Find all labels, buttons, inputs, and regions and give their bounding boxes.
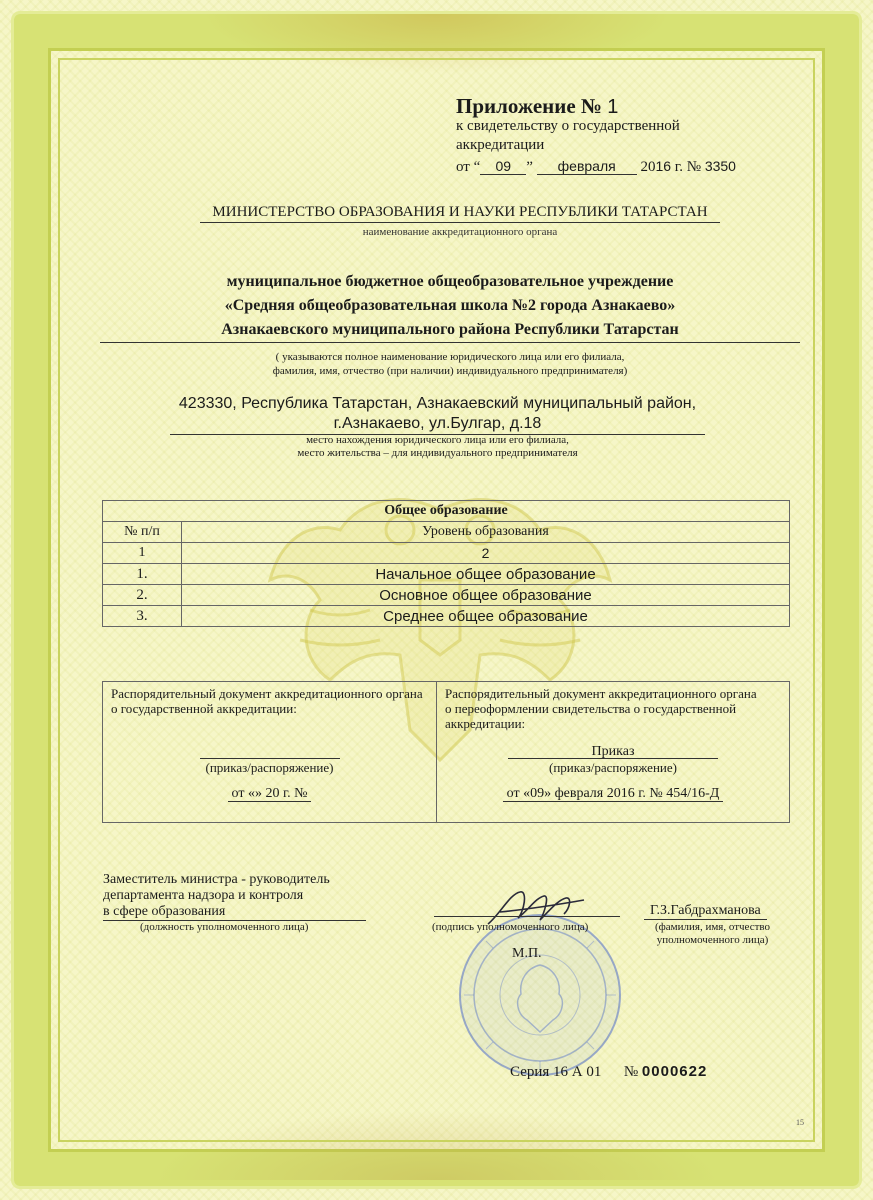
signer-position-line1: Заместитель министра - руководитель xyxy=(103,872,330,887)
appendix-subtitle-line2: аккредитации xyxy=(456,137,545,153)
organization-line1: муниципальное бюджетное общеобразовательное учреждение xyxy=(226,273,674,290)
administrative-documents-box xyxy=(102,681,790,823)
table-index-row xyxy=(103,543,790,564)
address-caption xyxy=(170,434,705,460)
index-col1: 1 xyxy=(103,543,182,564)
accreditation-document-column xyxy=(103,682,437,822)
signer-position xyxy=(103,872,366,921)
accreditation-document-label: Распорядительный документ аккредитационного органа о государственной аккредитации: xyxy=(111,686,423,716)
accreditation-document-date-text: от «» 20 г. № xyxy=(228,786,312,802)
appendix-subtitle-line1: к свидетельству о государственной xyxy=(456,118,680,134)
ministry-block xyxy=(200,204,720,240)
signature-line xyxy=(434,916,620,917)
organization-block xyxy=(100,270,800,343)
official-seal xyxy=(455,910,625,1080)
address-block xyxy=(170,394,705,435)
signer-position-line2: департамента надзора и контроля xyxy=(103,888,304,903)
date-prefix: от xyxy=(456,159,470,175)
seal-place-mark: М.П. xyxy=(512,946,542,961)
organization-line2: «Средняя общеобразовательная школа №2 города Азнакаево» xyxy=(224,297,676,314)
signer-position-line3: в сфере образования xyxy=(103,904,366,921)
series-label: Серия 16 А 01 xyxy=(510,1064,602,1080)
address-line1: 423330, Республика Татарстан, Азнакаевский муниципальный район, xyxy=(178,395,697,412)
appendix-date-line: от “ 09 ” февраля 2016 г. № 3350 xyxy=(456,158,736,175)
table-caption-row xyxy=(103,501,790,522)
reissue-document-date-text: от «09» февраля 2016 г. № 454/16-Д xyxy=(503,786,724,802)
date-day: 09 xyxy=(480,158,526,175)
education-levels-table xyxy=(102,500,790,627)
ministry-name: МИНИСТЕРСТВО ОБРАЗОВАНИЯ И НАУКИ РЕСПУБЛИКИ ТАТАРСТАН xyxy=(200,204,720,223)
reissue-document-label: Распорядительный документ аккредитационного органа о переоформлении свидетельства о государственной аккредитации: xyxy=(445,686,757,731)
header-level: Уровень образования xyxy=(182,522,790,543)
corner-mark: 15 xyxy=(796,1118,804,1127)
organization-line3: Азнакаевского муниципального района Республики Татарстан xyxy=(100,318,800,343)
row-level: Основное общее образование xyxy=(182,585,790,606)
form-series xyxy=(510,1063,707,1081)
reissue-document-kind: Приказ xyxy=(591,744,635,759)
name-caption-line1: (фамилия, имя, отчество xyxy=(655,921,771,933)
appendix-cert-number: 3350 xyxy=(704,158,736,174)
organization-caption xyxy=(100,350,800,378)
appendix-title xyxy=(456,94,618,119)
accreditation-document-kind-caption xyxy=(103,758,436,776)
index-col2: 2 xyxy=(182,543,790,564)
series-number: 0000622 xyxy=(641,1063,708,1080)
date-year-suffix: 16 xyxy=(655,158,672,174)
signature-caption: (подпись уполномоченного лица) xyxy=(432,921,589,933)
signer-name: Г.З.Габдрахманова xyxy=(644,903,767,920)
appendix-title-text: Приложение № xyxy=(456,94,603,118)
header-index: № п/п xyxy=(103,522,182,543)
row-number: 3. xyxy=(103,606,182,627)
table-caption: Общее образование xyxy=(103,501,790,522)
organization-caption-line1: ( указываются полное наименование юридического лица или его филиала, xyxy=(275,351,625,363)
position-caption: (должность уполномоченного лица) xyxy=(140,921,309,933)
appendix-number: 1 xyxy=(607,96,619,118)
row-level: Среднее общее образование xyxy=(182,606,790,627)
reissue-document-kind-caption xyxy=(437,758,789,776)
accreditation-document-date xyxy=(103,786,436,802)
reissue-document-column xyxy=(437,682,789,822)
kind-caption-text: (приказ/распоряжение) xyxy=(508,758,718,776)
date-year-prefix: 20 xyxy=(640,159,656,175)
table-row xyxy=(103,585,790,606)
ministry-caption: наименование аккредитационного органа xyxy=(362,226,558,238)
table-header-row xyxy=(103,522,790,543)
number-prefix: г. № xyxy=(674,159,702,175)
table-row xyxy=(103,564,790,585)
appendix-subtitle xyxy=(456,117,680,155)
name-caption-line2: уполномоченного лица) xyxy=(656,934,769,946)
address-line2: г.Азнакаево, ул.Булгар, д.18 xyxy=(170,414,705,435)
table-row xyxy=(103,606,790,627)
kind-caption-text: (приказ/распоряжение) xyxy=(200,758,340,776)
date-month: февраля xyxy=(537,158,637,175)
row-number: 2. xyxy=(103,585,182,606)
organization-caption-line2: фамилия, имя, отчество (при наличии) индивидуального предпринимателя) xyxy=(272,365,628,377)
row-level: Начальное общее образование xyxy=(182,564,790,585)
signer-name-caption xyxy=(655,921,770,947)
series-number-prefix: № xyxy=(623,1064,639,1080)
row-number: 1. xyxy=(103,564,182,585)
address-caption-line2: место жительства – для индивидуального предпринимателя xyxy=(297,447,578,459)
address-caption-line1: место нахождения юридического лица или его филиала, xyxy=(306,434,569,446)
reissue-document-date xyxy=(437,786,789,802)
